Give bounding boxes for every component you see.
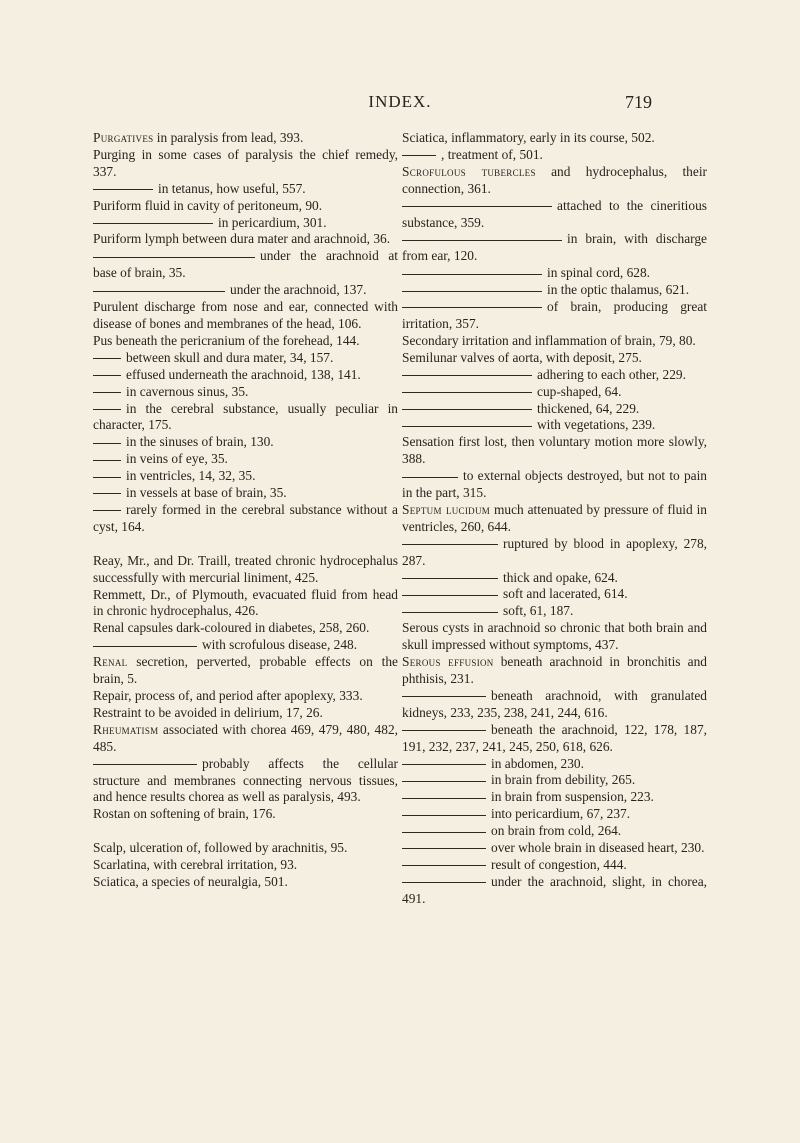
entry-text: thick and opake, 624. <box>503 569 618 585</box>
entry-text: Pus beneath the pericranium of the forehead, 144. <box>93 332 360 348</box>
index-entry <box>402 367 707 384</box>
entry-text: beneath arachnoid, with granulated kidneys, 233, 235, 238, 241, 244, 616. <box>402 687 707 720</box>
entry-text: cup-shaped, 64. <box>537 383 622 399</box>
entry-text: in the cerebral substance, usually peculiar in character, 175. <box>93 400 398 433</box>
index-entry <box>402 840 707 857</box>
entry-text: into pericardium, 67, 237. <box>491 806 631 822</box>
ditto-dash <box>402 240 562 241</box>
index-entry <box>93 620 398 637</box>
entry-text: soft and lacerated, 614. <box>503 586 628 602</box>
ditto-dash <box>402 781 486 782</box>
entry-text: Scarlatina, with cerebral irritation, 93. <box>93 857 298 873</box>
index-entry <box>402 688 707 722</box>
index-entry <box>402 502 707 536</box>
ditto-dash <box>93 291 225 292</box>
index-entry <box>93 654 398 688</box>
entry-text: Semilunar valves of aorta, with deposit, 275. <box>402 349 642 365</box>
entry-text: Secondary irritation and inflammation of brain, 79, 80. <box>402 332 696 348</box>
entry-text: in brain from debility, 265. <box>491 772 636 788</box>
entry-heading: Septum lucidum <box>402 501 491 517</box>
index-entry <box>93 384 398 401</box>
index-entry <box>93 350 398 367</box>
entry-text: in the optic thalamus, 621. <box>547 282 690 298</box>
entry-text: in abdomen, 230. <box>491 755 584 771</box>
ditto-dash <box>93 189 153 190</box>
entry-text: under the arachnoid, 137. <box>230 282 367 298</box>
index-entry <box>402 857 707 874</box>
index-entry <box>93 722 398 756</box>
entry-text: Sciatica, a species of neuralgia, 501. <box>93 874 288 890</box>
entry-text: Purging in some cases of paralysis the chief remedy, 337. <box>93 146 398 179</box>
ditto-dash <box>93 358 121 359</box>
entry-text: secretion, perverted, probable effects on the brain, 5. <box>93 654 398 687</box>
entry-text: with scrofulous disease, 248. <box>202 637 358 653</box>
index-entry <box>93 502 398 536</box>
ditto-dash <box>93 223 213 224</box>
index-entry <box>93 705 398 722</box>
ditto-dash <box>402 307 542 308</box>
entry-text: between skull and dura mater, 34, 157. <box>126 349 334 365</box>
index-entry <box>402 401 707 418</box>
entry-text: thickened, 64, 229. <box>537 400 640 416</box>
entry-text: Puriform lymph between dura mater and arachnoid, 36. <box>93 231 391 247</box>
ditto-dash <box>402 764 486 765</box>
ditto-dash <box>402 274 542 275</box>
index-entry <box>402 164 707 198</box>
entry-text: Sensation first lost, then voluntary motion more slowly, 388. <box>402 434 707 467</box>
entry-text: Purulent discharge from nose and ear, connected with disease of bones and membranes of the head, 106. <box>93 299 398 331</box>
entry-heading: Serous effusion <box>402 654 494 670</box>
entry-text: Rostan on softening of brain, 176. <box>93 806 276 822</box>
index-entry <box>93 637 398 654</box>
index-entry <box>402 570 707 587</box>
ditto-dash <box>93 257 255 258</box>
entry-text: in veins of eye, 35. <box>126 451 228 467</box>
ditto-dash <box>402 798 486 799</box>
ditto-dash <box>93 493 121 494</box>
index-entry <box>93 282 398 299</box>
entry-text: associated with chorea 469, 479, 480, 482, 485. <box>93 721 398 754</box>
index-entry <box>93 587 398 621</box>
entry-text: probably affects the cellular structure and membranes connecting nervous tissues, and hence results chorea as well as paralysis, 493. <box>93 755 398 805</box>
page-number: 719 <box>625 92 652 112</box>
index-entry <box>93 840 398 857</box>
entry-text: Renal capsules dark-coloured in diabetes, 258, 260. <box>93 620 370 636</box>
index-entry <box>402 603 707 620</box>
entry-text: Serous cysts in arachnoid so chronic that both brain and skull impressed without symptoms, 437. <box>402 620 707 653</box>
right-column <box>402 130 707 908</box>
index-entry <box>93 874 398 891</box>
entry-text: Sciatica, inflammatory, early in its course, 502. <box>402 130 655 145</box>
ditto-dash <box>402 832 486 833</box>
index-entry <box>93 806 398 823</box>
entry-heading: Scrofulous tubercles <box>402 163 536 179</box>
index-entry <box>93 215 398 232</box>
entry-text: to external objects destroyed, but not to pain in the part, 315. <box>402 468 707 501</box>
ditto-dash <box>402 375 532 376</box>
entry-text: under the arachnoid at base of brain, 35. <box>93 248 398 281</box>
left-column <box>93 130 398 891</box>
ditto-dash <box>93 510 121 511</box>
index-entry <box>402 874 707 908</box>
entry-text: in pericardium, 301. <box>218 214 327 230</box>
entry-text: Reay, Mr., and Dr. Traill, treated chronic hydrocephalus successfully with mercurial liniment, 425. <box>93 552 398 585</box>
index-entry <box>93 367 398 384</box>
index-entry <box>93 401 398 435</box>
ditto-dash <box>93 460 121 461</box>
entry-text: Scalp, ulceration of, followed by arachnitis, 95. <box>93 840 348 856</box>
ditto-dash <box>93 764 197 765</box>
entry-text: on brain from cold, 264. <box>491 823 622 839</box>
index-entry <box>402 265 707 282</box>
index-entry <box>402 772 707 789</box>
index-entry <box>93 147 398 181</box>
entry-text: in brain, with discharge from ear, 120. <box>402 231 707 264</box>
index-entry <box>93 857 398 874</box>
ditto-dash <box>402 730 486 731</box>
entry-text: adhering to each other, 229. <box>537 366 686 382</box>
ditto-dash <box>93 646 197 647</box>
ditto-dash <box>402 544 498 545</box>
ditto-dash <box>402 409 532 410</box>
entry-text: in the sinuses of brain, 130. <box>126 434 274 450</box>
index-entry <box>402 147 707 164</box>
index-entry <box>402 198 707 232</box>
entry-text: in paralysis from lead, 393. <box>153 130 304 145</box>
entry-text: under the arachnoid, slight, in chorea, 491. <box>402 873 707 906</box>
entry-text: in spinal cord, 628. <box>547 265 651 281</box>
ditto-dash <box>93 375 121 376</box>
index-entry <box>402 789 707 806</box>
entry-text: effused underneath the arachnoid, 138, 141. <box>126 366 361 382</box>
index-entry <box>93 756 398 807</box>
entry-text: attached to the cineritious substance, 359. <box>402 197 707 230</box>
ditto-dash <box>402 291 542 292</box>
index-entry <box>93 181 398 198</box>
entry-text: with vegetations, 239. <box>537 417 656 433</box>
index-entry <box>93 553 398 587</box>
index-entry <box>402 654 707 688</box>
entry-text: in vessels at base of brain, 35. <box>126 485 287 501</box>
entry-text: much attenuated by pressure of fluid in ventricles, 260, 644. <box>402 501 708 534</box>
index-entry <box>402 333 707 350</box>
index-entry <box>93 248 398 282</box>
index-entry <box>93 451 398 468</box>
index-entry <box>93 434 398 451</box>
entry-text: ruptured by blood in apoplexy, 278, 287. <box>402 535 707 568</box>
ditto-dash <box>402 848 486 849</box>
index-entry <box>402 756 707 773</box>
index-entry <box>402 536 707 570</box>
entry-text: result of congestion, 444. <box>491 856 627 872</box>
entry-text: beneath arachnoid in bronchitis and phthisis, 231. <box>402 654 707 686</box>
index-entry <box>93 485 398 502</box>
ditto-dash <box>402 815 486 816</box>
entry-text: rarely formed in the cerebral substance without a cyst, 164. <box>93 501 398 534</box>
index-entry <box>402 434 707 468</box>
entry-text: , treatment of, 501. <box>441 146 543 162</box>
ditto-dash <box>93 443 121 444</box>
index-entry <box>402 299 707 333</box>
index-entry <box>402 350 707 367</box>
index-entry <box>402 806 707 823</box>
entry-heading: Renal <box>93 654 128 670</box>
entry-text: and hydrocephalus, their connection, 361. <box>402 163 708 196</box>
index-entry <box>402 586 707 603</box>
entry-heading: Purgatives <box>93 130 154 145</box>
entry-text: soft, 61, 187. <box>503 603 574 619</box>
ditto-dash <box>402 392 532 393</box>
index-entry <box>402 282 707 299</box>
index-entry <box>402 468 707 502</box>
index-entry <box>93 130 398 147</box>
index-entry <box>402 130 707 147</box>
entry-text: Remmett, Dr., of Plymouth, evacuated fluid from head in chronic hydrocephalus, 426. <box>93 586 398 619</box>
ditto-dash <box>402 578 498 579</box>
ditto-dash <box>402 612 498 613</box>
ditto-dash <box>402 155 436 156</box>
entry-text: of brain, producing great irritation, 357. <box>402 299 707 331</box>
index-entry <box>402 620 707 654</box>
index-entry <box>402 384 707 401</box>
ditto-dash <box>402 882 486 883</box>
entry-text: in cavernous sinus, 35. <box>126 383 249 399</box>
index-entry <box>93 468 398 485</box>
index-title: INDEX. <box>368 92 432 111</box>
ditto-dash <box>402 426 532 427</box>
ditto-dash <box>402 477 458 478</box>
entry-text: in ventricles, 14, 32, 35. <box>126 468 256 484</box>
index-entry <box>93 688 398 705</box>
entry-text: Puriform fluid in cavity of peritoneum, 90. <box>93 197 323 213</box>
index-entry <box>402 823 707 840</box>
entry-heading: Rheumatism <box>93 721 159 737</box>
index-entry <box>93 299 398 333</box>
entry-text: in brain from suspension, 223. <box>491 789 654 805</box>
index-entry <box>402 231 707 265</box>
ditto-dash <box>402 865 486 866</box>
index-entry <box>93 333 398 350</box>
running-head <box>0 92 800 116</box>
ditto-dash <box>93 409 121 410</box>
index-entry <box>93 198 398 215</box>
index-entry <box>93 231 398 248</box>
entry-text: beneath the arachnoid, 122, 178, 187, 191, 232, 237, 241, 245, 250, 618, 626. <box>402 721 707 754</box>
ditto-dash <box>402 206 552 207</box>
entry-text: over whole brain in diseased heart, 230. <box>491 840 705 856</box>
ditto-dash <box>93 392 121 393</box>
ditto-dash <box>402 696 486 697</box>
entry-text: Repair, process of, and period after apoplexy, 333. <box>93 688 363 703</box>
ditto-dash <box>93 477 121 478</box>
index-entry <box>402 722 707 756</box>
entry-text: Restraint to be avoided in delirium, 17, 26. <box>93 704 323 720</box>
ditto-dash <box>402 595 498 596</box>
index-entry <box>402 417 707 434</box>
entry-text: in tetanus, how useful, 557. <box>158 180 306 196</box>
